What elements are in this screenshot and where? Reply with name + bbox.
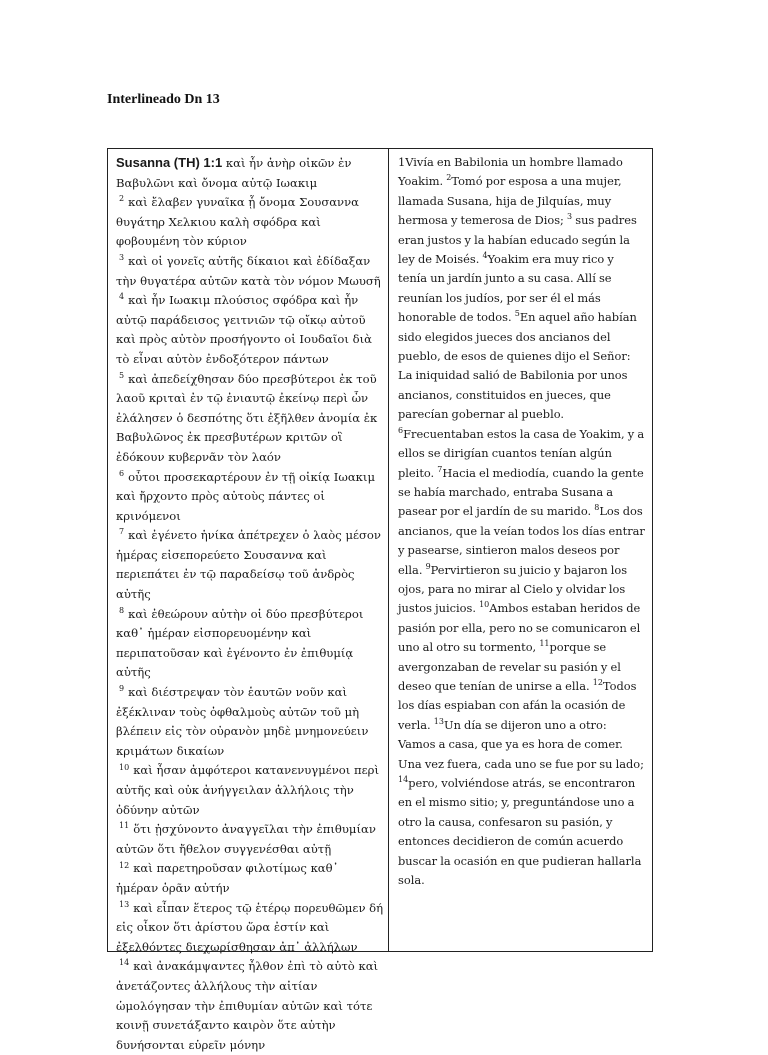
verse-number: 13 (433, 716, 444, 726)
verse-number: 5 (119, 370, 125, 380)
interlinear-table (107, 148, 653, 1052)
greek-verse (116, 605, 384, 683)
greek-verse (116, 370, 384, 468)
verse-text: καὶ εἶπαν ἕτερος τῷ ἑτέρῳ πορευθῶμεν δή εἰς οἶκον ὅτι ἀρίστου ὥρα ἐστίν καὶ ἐξελθόντες διεχωρίσθησαν ἀπ᾽ ἀλλήλων (116, 900, 384, 954)
verse-number: 4 (482, 251, 488, 261)
verse-text: Los dos ancianos, que la veían todos los días entrar y pasearse, sintieron malos deseos por ella. (398, 504, 645, 577)
greek-verse (116, 820, 384, 859)
greek-verse (116, 291, 384, 369)
verse-text: Un día se dijeron uno a otro: Vamos a casa, que ya es hora de comer. Una vez fuera, cada uno se fue por su lado; (398, 717, 644, 771)
verse-number: 9 (425, 561, 431, 571)
verse-text: pero, volviéndose atrás, se encontraron en el mismo sitio; y, preguntándose uno a otro la causa, confesaron su pasión, y entonces decidieron de común acuerdo buscar la ocasión en que pudieran hallarla sola. (398, 776, 642, 888)
verse-text: 1Vivía en Babilonia un hombre llamado Yoakim. (398, 155, 623, 189)
verse-number: 10 (479, 600, 490, 610)
verse-number: 12 (592, 678, 603, 688)
verse-text: En aquel año habían sido elegidos jueces dos ancianos del pueblo, de esos de quienes dijo el Señor: La iniquidad salió de Babilonia por unos ancianos, constituidos en jueces, que parecían gobernar al pueblo. (398, 310, 637, 422)
verse-text: καὶ ἔλαβεν γυναῖκα ᾗ ὄνομα Σουσαννα θυγάτηρ Χελκιου καλὴ σφόδρα καὶ φοβουμένη τὸν κύριον (116, 195, 359, 249)
verse-text: καὶ ἦσαν ἀμφότεροι κατανενυγμένοι περὶ αὐτῆς καὶ οὐκ ἀνήγγειλαν ἀλλήλοις τὴν ὀδύνην αὐτῶν (116, 763, 380, 817)
greek-verse (116, 468, 384, 527)
verse-number: 14 (119, 958, 130, 968)
verse-number: 8 (119, 605, 125, 615)
greek-verse (116, 859, 384, 898)
verse-text: Pervirtieron su juicio y bajaron los ojos, para no mirar al Cielo y olvidar los justos juicios. (398, 562, 628, 616)
verse-number: 11 (539, 639, 550, 649)
greek-column (108, 149, 389, 1052)
verse-text: καὶ ἀπεδείχθησαν δύο πρεσβύτεροι ἐκ τοῦ λαοῦ κριταὶ ἐν τῷ ἐνιαυτῷ ἐκείνῳ περὶ ὧν ἐλάλησεν ὁ δεσπότης ὅτι ἐξῆλθεν ἀνομία ἐκ Βαβυλῶνος ἐκ πρεσβυτέρων κριτῶν οἳ ἐδόκουν κυβερνᾶν τὸν λαόν (116, 371, 378, 464)
verse-number: 6 (398, 425, 404, 435)
verse-number: 11 (119, 821, 130, 831)
verse-number: 5 (514, 309, 520, 319)
greek-verse (116, 526, 384, 604)
greek-verse (116, 761, 384, 820)
document-title: Interlineado Dn 13 (107, 92, 220, 107)
verse-number: 7 (437, 464, 443, 474)
verse-number: 2 (119, 194, 125, 204)
verse-number: 3 (567, 212, 573, 222)
spanish-column (389, 149, 652, 951)
verse-number: 4 (119, 292, 125, 302)
verse-text: Yoakim era muy rico y tenía un jardín junto a su casa. Allí se reunían los judíos, por ser él el más honorable de todos. (398, 252, 614, 325)
verse-number: 8 (594, 503, 600, 513)
verse-text: καὶ ἐγένετο ἡνίκα ἀπέτρεχεν ὁ λαὸς μέσον ἡμέρας εἰσεπορεύετο Σουσαννα καὶ περιεπάτει ἐν τῷ παραδείσῳ τοῦ ἀνδρὸς αὐτῆς (116, 528, 381, 602)
verse-text: οὗτοι προσεκαρτέρουν ἐν τῇ οἰκίᾳ Ιωακιμ καὶ ἤρχοντο πρὸς αὐτοὺς πάντες οἱ κρινόμενοι (116, 469, 375, 523)
verse-text: Todos los días espiaban con afán la ocasión de verla. (398, 678, 637, 732)
verse-text: καὶ ἐθεώρουν αὐτὴν οἱ δύο πρεσβύτεροι καθ᾽ ἡμέραν εἰσπορευομένην καὶ περιπατοῦσαν καὶ ἐγένοντο ἐν ἐπιθυμίᾳ αὐτῆς (116, 606, 364, 680)
verse-text: καὶ ἀνακάμψαντες ἦλθον ἐπὶ τὸ αὐτὸ καὶ ἀνετάζοντες ἀλλήλους τὴν αἰτίαν ὡμολόγησαν τὴν ἐπιθυμίαν αὐτῶν καὶ τότε κοινῇ συνετάξαντο καιρὸν ὅτε αὐτὴν δυνήσονται εὑρεῖν μόνην (116, 959, 379, 1052)
verse-text: Frecuentaban estos la casa de Yoakim, y a ellos se dirigían cuantos tenían algún pleito. (398, 426, 645, 480)
greek-verse (116, 683, 384, 761)
verse-text: Tomó por esposa a una mujer, llamada Susana, hija de Jilquías, muy hermosa y temerosa de Dios; (398, 174, 622, 228)
verse-text: Ambos estaban heridos de pasión por ella, pero no se comunicaron el uno al otro su tormento, (398, 601, 641, 655)
verse-text: Hacia el mediodía, cuando la gente se había marchado, entraba Susana a pasear por el jardín de su marido. (398, 465, 644, 519)
verse-text: καὶ παρετηροῦσαν φιλοτίμως καθ᾽ ἡμέραν ὁρᾶν αὐτήν (116, 861, 339, 895)
verse-text: καὶ διέστρεψαν τὸν ἑαυτῶν νοῦν καὶ ἐξέκλιναν τοὺς ὀφθαλμοὺς αὐτῶν τοῦ μὴ βλέπειν εἰς τὸν οὐρανὸν μηδὲ μνημονεύειν κριμάτων δικαίων (116, 685, 369, 758)
verse-number: 2 (446, 173, 452, 183)
greek-verse (116, 899, 384, 958)
passage-reference: Susanna (TH) 1:1 (116, 155, 223, 170)
verse-text: καὶ ἦν Ιωακιμ πλούσιος σφόδρα καὶ ἦν αὐτῷ παράδεισος γειτνιῶν τῷ οἴκῳ αὐτοῦ καὶ πρὸς αὐτὸν προσήγοντο οἱ Ιουδαῖοι διὰ τὸ εἶναι αὐτὸν ἐνδοξότερον πάντων (116, 293, 372, 366)
greek-verse (116, 193, 384, 252)
verse-text: καὶ οἱ γονεῖς αὐτῆς δίκαιοι καὶ ἐδίδαξαν τὴν θυγατέρα αὐτῶν κατὰ τὸν νόμον Μωυσῆ (116, 253, 381, 288)
verse-number: 14 (398, 775, 409, 785)
verse-number: 9 (119, 684, 125, 694)
verse-text: porque se avergonzaban de revelar su pasión y el deseo que tenían de unirse a ella. (398, 640, 621, 693)
verse-number: 6 (119, 468, 125, 478)
verse-number: 10 (119, 762, 130, 772)
verse-number: 12 (119, 860, 130, 870)
verse-text: sus padres eran justos y la habían educado según la ley de Moisés. (398, 213, 637, 267)
greek-verse (116, 957, 384, 1055)
verse-number: 7 (119, 527, 125, 537)
verse-text: καὶ ἦν ἀνὴρ οἰκῶν ἐν Βαβυλῶνι καὶ ὄνομα αὐτῷ Ιωακιμ (116, 156, 352, 190)
greek-verse (116, 252, 384, 291)
verse-number: 3 (119, 253, 125, 263)
verse-text: ὅτι ᾐσχύνοντο ἀναγγεῖλαι τὴν ἐπιθυμίαν αὐτῶν ὅτι ἤθελον συγγενέσθαι αὐτῇ (116, 822, 376, 856)
spanish-text (398, 155, 645, 887)
greek-verse (116, 153, 384, 193)
verse-number: 13 (119, 899, 130, 909)
